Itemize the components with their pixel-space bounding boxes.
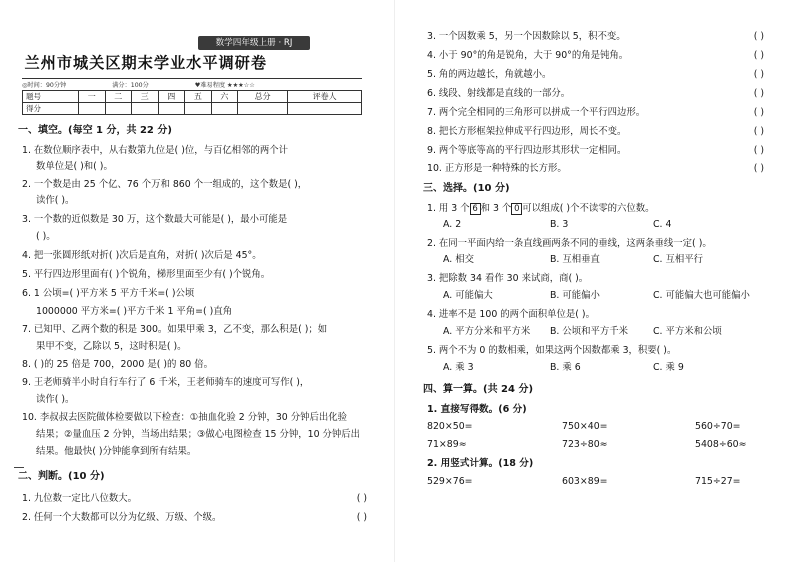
question-text: 9. 王老师骑半小时自行车行了 6 千米，王老师骑车的速度可写作( )，: [22, 377, 310, 388]
score-cell: 得分: [23, 103, 79, 115]
score-input-cell[interactable]: [238, 103, 288, 115]
judge-item: 4. 小于 90°的角是锐角，大于 90°的角是钝角。: [427, 50, 629, 61]
score-input-cell[interactable]: [288, 103, 362, 115]
choice-option[interactable]: B. 互相垂直: [550, 254, 600, 265]
calc-problem: 71×89≈: [427, 439, 467, 450]
judge-item: 3. 一个因数乘 5，另一个因数除以 5，积不变。: [427, 31, 626, 42]
score-input-cell[interactable]: [211, 103, 238, 115]
choice-option[interactable]: A. 可能偏大: [443, 290, 493, 301]
answer-paren[interactable]: ( ): [753, 107, 764, 118]
question-text: 8. ( )的 25 倍是 700，2000 是( )的 80 倍。: [22, 359, 214, 370]
choice-option[interactable]: C. 互相平行: [653, 254, 704, 265]
score-cell: 三: [132, 91, 159, 103]
section-2-title: 二、判断。(10 分): [18, 471, 105, 482]
time-info: ◎时间：90分钟: [22, 82, 67, 89]
calc-problem: 715÷27=: [695, 476, 741, 487]
answer-paren[interactable]: ( ): [753, 88, 764, 99]
score-cell: 一: [79, 91, 106, 103]
answer-paren[interactable]: ( ): [753, 145, 764, 156]
score-table-header-row: [23, 91, 362, 103]
calc-problem: 723÷80≈: [562, 439, 608, 450]
question-text: 数单位是( )和( )。: [36, 161, 113, 172]
choice-option[interactable]: C. 可能偏大也可能偏小: [653, 290, 750, 301]
digit-card: 6: [470, 203, 481, 215]
choice-option[interactable]: A. 平方分米和平方米: [443, 326, 531, 337]
calc-problem: 560÷70=: [695, 421, 741, 432]
right-page: [397, 0, 794, 562]
answer-paren[interactable]: ( ): [753, 69, 764, 80]
score-cell: 评卷人: [288, 91, 362, 103]
judge-item: 10. 正方形是一种特殊的长方形。: [427, 163, 567, 174]
choice-option[interactable]: A. 乘 3: [443, 362, 474, 373]
subsection-title: 1. 直接写得数。(6 分): [427, 404, 527, 415]
score-cell: 六: [211, 91, 238, 103]
section-4-title: 四、算一算。(共 24 分): [423, 384, 534, 395]
choice-option[interactable]: A. 2: [443, 219, 462, 230]
answer-paren[interactable]: ( ): [753, 163, 764, 174]
calc-problem: 603×89=: [562, 476, 608, 487]
choice-option[interactable]: C. 平方米和公顷: [653, 326, 722, 337]
exam-info: [22, 80, 362, 89]
choice-option[interactable]: B. 可能偏小: [550, 290, 600, 301]
calc-problem: 820×50=: [427, 421, 473, 432]
choice-option[interactable]: C. 乘 9: [653, 362, 684, 373]
answer-paren[interactable]: ( ): [753, 50, 764, 61]
score-table-score-row: [23, 103, 362, 115]
score-table: [22, 90, 362, 115]
score-info: 满分：100分: [112, 82, 149, 89]
question-text: 3. 一个数的近似数是 30 万，这个数最大可能是( )，最小可能是: [22, 214, 288, 225]
score-input-cell[interactable]: [158, 103, 185, 115]
choice-question: 4. 进率不是 100 的两个面积单位是( )。: [427, 309, 595, 320]
question-text: 1. 在数位顺序表中，从右数第九位是( )位，与百亿相邻的两个计: [22, 145, 288, 156]
choice-option[interactable]: B. 公顷和平方千米: [550, 326, 629, 337]
answer-paren[interactable]: ( ): [356, 493, 367, 504]
score-cell: 四: [158, 91, 185, 103]
choice-option[interactable]: A. 相交: [443, 254, 474, 265]
score-input-cell[interactable]: [132, 103, 159, 115]
difficulty-info: ♥难易程度 ★★★☆☆: [194, 82, 255, 89]
score-cell: 二: [105, 91, 132, 103]
choice-question: 2. 在同一平面内给一条直线画两条不同的垂线，这两条垂线一定( )。: [427, 238, 712, 249]
calc-problem: 750×40=: [562, 421, 608, 432]
choice-option[interactable]: B. 乘 6: [550, 362, 581, 373]
question-text: 1000000 平方米=( )平方千米 1 平角=( )直角: [36, 306, 233, 317]
margin-mark: [14, 467, 24, 468]
score-cell: 五: [185, 91, 212, 103]
judge-item: 8. 把长方形框架拉伸成平行四边形，周长不变。: [427, 126, 627, 137]
judge-item: 1. 九位数一定比八位数大。: [22, 493, 138, 504]
answer-paren[interactable]: ( ): [753, 126, 764, 137]
section-1-title: 一、填空。(每空 1 分，共 22 分): [18, 125, 172, 136]
judge-item: 5. 角的两边越长，角就越小。: [427, 69, 552, 80]
question-text: 果甲不变，乙除以 5，这时积是( )。: [36, 341, 187, 352]
question-text: 4. 把一张圆形纸对折( )次后是直角，对折( )次后是 45°。: [22, 250, 262, 261]
subject-tag: 数学四年级上册 · RJ: [198, 36, 310, 50]
choice-question: 5. 两个不为 0 的数相乘，如果这两个因数都乘 3，积要( )。: [427, 345, 677, 356]
score-cell: 题号: [23, 91, 79, 103]
choice-option[interactable]: B. 3: [550, 219, 569, 230]
question-text: ( )。: [36, 231, 56, 242]
choice-option[interactable]: C. 4: [653, 219, 672, 230]
subsection-title: 2. 用竖式计算。(18 分): [427, 458, 534, 469]
question-text: 读作( )。: [36, 195, 75, 206]
calc-problem: 5408÷60≈: [695, 439, 747, 450]
digit-card: 0: [511, 203, 522, 215]
score-input-cell[interactable]: [105, 103, 132, 115]
question-text: 5. 平行四边形里面有( )个锐角，梯形里面至少有( )个锐角。: [22, 269, 271, 280]
question-text: 7. 已知甲、乙两个数的积是 300。如果甲乘 3，乙不变，那么积是( )；如: [22, 324, 328, 335]
judge-item: 7. 两个完全相同的三角形可以拼成一个平行四边形。: [427, 107, 646, 118]
question-text: 结果。他最快( )分钟能拿到所有结果。: [36, 446, 197, 457]
section-3-title: 三、选择。(10 分): [423, 183, 510, 194]
calc-problem: 529×76=: [427, 476, 473, 487]
choice-question: 1. 用 3 个 6 和 3 个 0 可以组成( )个不读零的六位数。: [427, 203, 655, 214]
exam-title: 兰州市城关区期末学业水平调研卷: [22, 48, 362, 79]
judge-item: 6. 线段、射线都是直线的一部分。: [427, 88, 571, 99]
question-text: 2. 一个数是由 25 个亿、76 个万和 860 个一组成的，这个数是( )，: [22, 179, 308, 190]
question-text: 6. 1 公顷=( )平方米 5 平方千米=( )公顷: [22, 288, 195, 299]
answer-paren[interactable]: ( ): [753, 31, 764, 42]
choice-question: 3. 把除数 34 看作 30 来试商，商( )。: [427, 273, 589, 284]
question-text: 读作( )。: [36, 394, 75, 405]
score-cell: 总分: [238, 91, 288, 103]
answer-paren[interactable]: ( ): [356, 512, 367, 523]
question-text: 10. 李叔叔去医院做体检要做以下检查：①抽血化验 2 分钟，30 分钟后出化验: [22, 412, 348, 423]
judge-item: 2. 任何一个大数都可以分为亿级、万级、个级。: [22, 512, 222, 523]
question-text: 结果；②量血压 2 分钟，当场出结果；③做心电图检查 15 分钟，10 分钟后出: [36, 429, 361, 440]
score-input-cell[interactable]: [79, 103, 106, 115]
judge-item: 9. 两个等底等高的平行四边形其形状一定相同。: [427, 145, 627, 156]
score-input-cell[interactable]: [185, 103, 212, 115]
